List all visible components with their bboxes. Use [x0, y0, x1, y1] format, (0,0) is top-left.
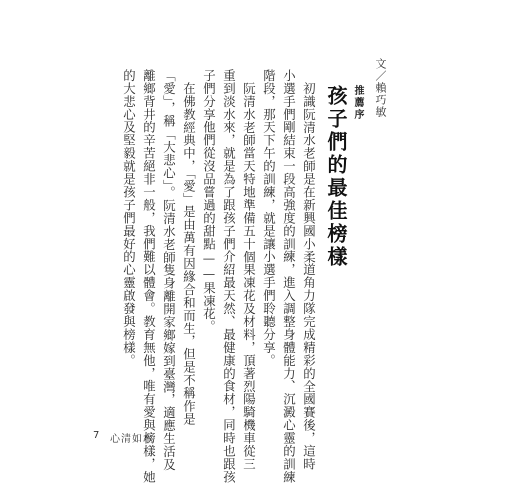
section-label: 推薦序	[352, 85, 363, 121]
body-column: 初識阮清水老師是在新興國小柔道角力隊完成精彩的全國賽後，這時	[301, 82, 317, 471]
author-credit: 文／賴巧敏	[374, 58, 387, 118]
body-column: 子們分享他們從沒品嘗過的甜點——果凍花。	[201, 69, 217, 334]
body-column: 階段，那天下午的訓練，就是讓小選手們聆聽分享。	[261, 69, 277, 367]
body-column: 的大悲心及堅毅就是孩子們最好的心靈啟發與榜樣。	[121, 69, 137, 367]
body-column: 在佛教經典中，「愛」是由萬有因緣合和而生，但是不稱作是	[181, 82, 197, 426]
running-footer-title: 心清如水	[110, 434, 154, 445]
body-column: 「愛」，稱「大悲心」。阮清水老師隻身離開家鄉嫁到臺灣，適應生活及	[161, 69, 177, 471]
page-number: 7	[93, 430, 101, 441]
body-column: 離鄉背井的辛苦絕非一般，我們難以體會。教育無他，唯有愛與榜樣，她	[141, 69, 157, 484]
body-column: 小選手們剛結束一段高強度的訓練，進入調整身體能力、沉澱心靈的訓練	[281, 69, 297, 484]
body-column: 阮清水老師當天特地準備五十個果凍花及材料，頂著烈陽騎機車從三	[241, 82, 257, 471]
page-title: 孩子們的最佳榜樣	[324, 85, 348, 269]
body-column: 重到淡水來，就是為了跟孩子們介紹最天然、最健康的食材，同時也跟孩	[221, 69, 237, 484]
